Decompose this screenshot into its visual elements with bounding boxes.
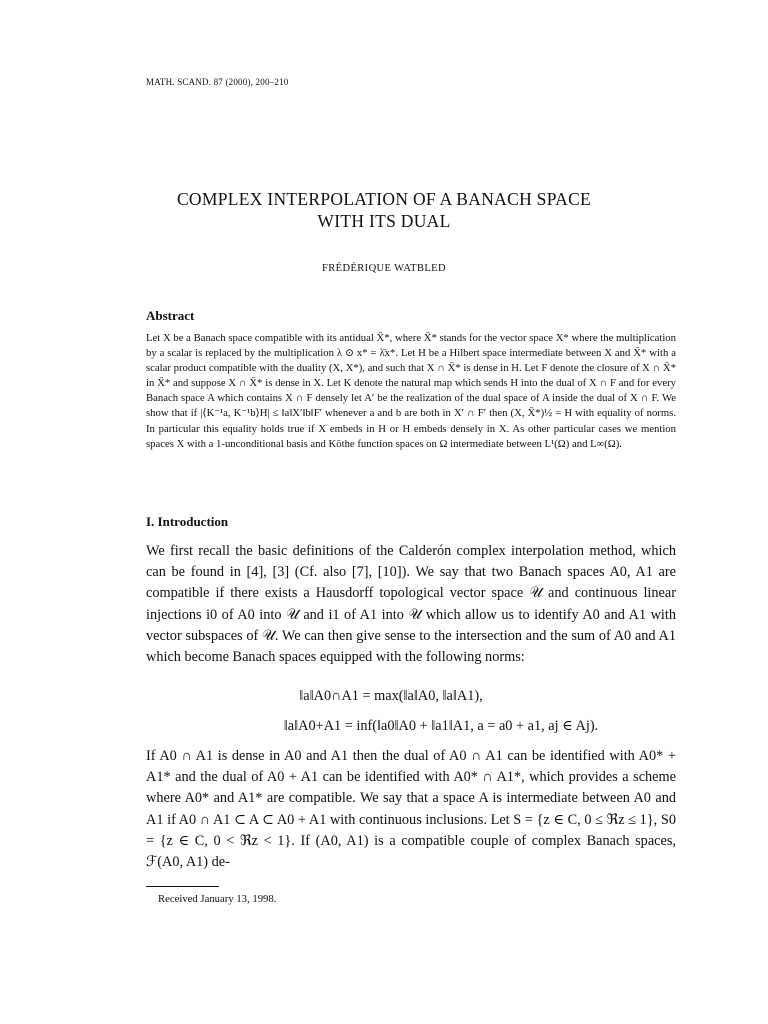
running-head: MATH. SCAND. 87 (2000), 200–210 (146, 77, 289, 87)
paper-title (110, 188, 658, 232)
footnote-received: Received January 13, 1998. (158, 893, 277, 905)
title-line-1: COMPLEX INTERPOLATION OF A BANACH SPACE (176, 189, 592, 209)
paragraph-text: We first recall the basic definitions of the Calderón complex interpolation method, which can be found in [4], [3] (Cf. also [7], [10]). We say that two Banach spaces A0, A1 are compatible if there exists a Hausdorff topological vector space 𝒰 and continuous linear injections i0 of A0 into 𝒰 and i1 of A1 into 𝒰 which allow us to identify A0 and A1 with vector subspaces of 𝒰. We can then give sense to the intersection and the sum of A0 and A1 which become Banach spaces equipped with the following norms: (146, 543, 676, 666)
abstract-body (146, 331, 676, 452)
equation-sum-norm: ‖a‖A0+A1 = inf(‖a0‖A0 + ‖a1‖A1, a = a0 + a1, aj ∈ Aj). (283, 718, 599, 734)
section-heading: I. Introduction (146, 514, 229, 529)
abstract-text: Let X be a Banach space compatible with its antidual X̄*, where X̄* stands for the vector space X* where the multiplication by a scalar is replaced by the multiplication λ ⊙ x* = λ̄x*. Let H be a Hilbert space intermediate between X and X̄* with a scalar product compatible with the duality (X, X*), and such that X ∩ X̄* is dense in H. Let F denote the closure of X ∩ X̄* in X̄* and suppose X ∩ X̄* is dense in X. Let K denote the natural map which sends H into the dual of X ∩ F and for every Banach space A which contains X ∩ F densely let A′ be the realization of the dual space of A inside the dual of X ∩ F. We show that if |⟨K⁻¹a, K⁻¹b⟩H| ≤ ‖a‖X′‖b‖F′ whenever a and b are both in X′ ∩ F′ then (X, X̄*)½ = H with equality of norms. In particular this equality holds true if X embeds in H or H embeds densely in X. As other particular cases we mention spaces X with a 1-unconditional basis and Köthe function spaces on Ω intermediate between L¹(Ω) and L∞(Ω). (146, 332, 676, 450)
equation-intersection-norm: ‖a‖A0∩A1 = max(‖a‖A0, ‖a‖A1), (299, 688, 483, 704)
author-name: FRÉDÉRIQUE WATBLED (322, 263, 446, 274)
title-line-2: WITH ITS DUAL (317, 211, 451, 231)
introduction-paragraph-2 (146, 746, 676, 873)
paragraph-text: If A0 ∩ A1 is dense in A0 and A1 then the dual of A0 ∩ A1 can be identified with A0* + A1* and the dual of A0 + A1 can be identified with A0* ∩ A1*, which provides a scheme where A0* and A1* are compatible. We say that a space A is intermediate between A0 and A1 if A0 ∩ A1 ⊂ A ⊂ A0 + A1 with continuous inclusions. Let S = {z ∈ C, 0 ≤ ℜz ≤ 1}, S0 = {z ∈ C, 0 < ℜz < 1}. If (A0, A1) is a compatible couple of complex Banach spaces, ℱ(A0, A1) de- (146, 748, 676, 871)
footnote-rule (146, 886, 219, 887)
introduction-paragraph-1 (146, 541, 676, 668)
abstract-heading: Abstract (146, 308, 195, 323)
